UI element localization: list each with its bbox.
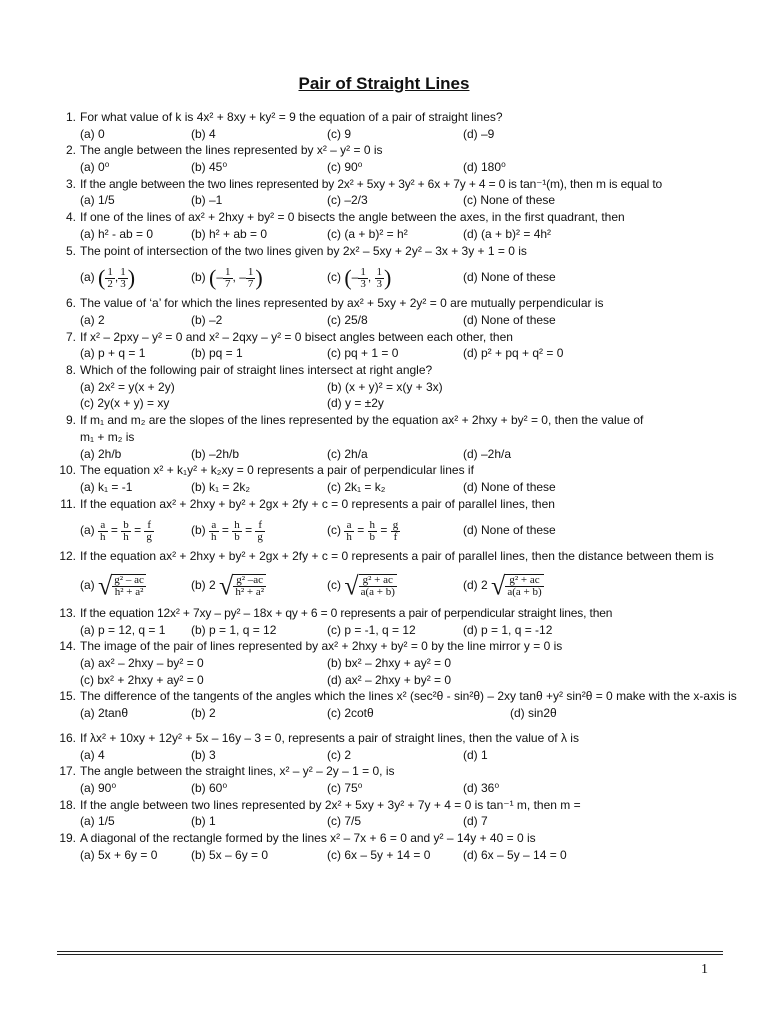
options-row <box>80 259 768 295</box>
option-a: (a) 1/5 <box>80 193 115 208</box>
question-stem: For what value of k is 4x² + 8xy + ky² = 9 the equation of a pair of straight lines? <box>80 110 503 124</box>
question-stem: The value of ‘a’ for which the lines represented by ax² + 5xy + 2y² = 0 are mutually perpendicular is <box>80 296 604 311</box>
question-stem: Which of the following pair of straight lines intersect at right angle? <box>80 363 433 378</box>
question-stem: If λx² + 10xy + 12y² + 5x – 16y – 3 = 0, represents a pair of straight lines, then the value of λ is <box>80 730 579 745</box>
options-row <box>80 512 768 548</box>
options-row <box>80 747 768 764</box>
option-a: (a) 0⁰ <box>80 160 110 175</box>
option-c: (c) 75⁰ <box>327 780 363 795</box>
option-a: (a) h² - ab = 0 <box>80 226 154 241</box>
option-a: (a) ax² – 2hxy – by² = 0 <box>80 656 204 671</box>
option-a: (a) 5x + 6y = 0 <box>80 847 158 862</box>
options-row <box>80 446 768 463</box>
option-b: (b) 2 <box>191 706 216 721</box>
question-stem: The difference of the tangents of the angles which the lines x² (sec²θ - sin²θ) – 2xy tanθ +y² sin²θ = 0 make with the x-axis is <box>80 689 737 704</box>
option-b: (b) pq = 1 <box>191 346 243 361</box>
option-b: (b) 3 <box>191 747 216 762</box>
options-row <box>80 672 768 689</box>
question-number: 13. <box>59 606 76 621</box>
option-a: (a) 2x² = y(x + 2y) <box>80 379 175 394</box>
option-b: (b) p = 1, q = 12 <box>191 622 277 637</box>
question-number: 14. <box>59 639 76 654</box>
option-d: (d) y = ±2y <box>327 396 384 411</box>
option-d: (d) None of these <box>463 479 556 494</box>
option-d: (d) 6x – 5y – 14 = 0 <box>463 847 567 862</box>
options-row <box>80 622 768 639</box>
option-c: (c) 2 <box>327 747 351 762</box>
question-stem: If x² – 2pxy – y² = 0 and x² – 2qxy – y² = 0 bisect angles between each other, then <box>80 329 513 344</box>
question-number: 19. <box>59 831 76 846</box>
question-number: 1. <box>65 110 76 124</box>
question-number: 15. <box>59 689 76 704</box>
option-d: (d) (a + b)² = 4h² <box>463 226 552 241</box>
question-stem: If the angle between the two lines represented by 2x² + 5xy + 3y² + 6x + 7y + 4 = 0 is tan⁻¹(m), then m is equal to <box>80 176 663 191</box>
question-stem: If the equation ax² + 2hxy + by² + 2gx + 2fy + c = 0 represents a pair of parallel lines, then the distance between them is <box>80 549 714 564</box>
question-stem: The equation x² + k₁y² + k₂xy = 0 represents a pair of perpendicular lines if <box>80 463 474 478</box>
option-c: (c) 7/5 <box>327 814 362 829</box>
options-row <box>80 126 768 143</box>
question-13 <box>0 605 768 638</box>
question-number: 9. <box>65 413 76 428</box>
fraction: $\frac{1}{3}$ <box>120 265 126 290</box>
fraction: $\frac{1}{7}$ <box>225 265 231 290</box>
fraction: $\frac{h}{b}$ <box>369 518 376 543</box>
option-d: (d) ax² – 2hxy + by² = 0 <box>327 672 452 687</box>
question-3 <box>0 176 768 209</box>
question-number: 10. <box>59 463 76 478</box>
question-list <box>0 109 768 863</box>
option-d: (c) None of these <box>463 193 556 208</box>
option-c: (c) 2h/a <box>327 446 368 461</box>
option-c: (c) 2cotθ <box>327 706 374 721</box>
option-b: (b) –2h/b <box>191 446 240 461</box>
option-b: (b) 4 <box>191 126 216 141</box>
option-d: (d) 36⁰ <box>463 780 500 795</box>
fraction: $\frac{f}{g}$ <box>257 518 263 543</box>
option-d: (d) –9 <box>463 126 495 141</box>
page-title: Pair of Straight Lines <box>298 74 470 93</box>
option-c: (c) 9 <box>327 126 351 141</box>
question-stem: The point of intersection of the two lines given by 2x² – 5xy + 2y² – 3x + 3y + 1 = 0 is <box>80 243 527 258</box>
option-c: (c) 2y(x + y) = xy <box>80 396 170 411</box>
option-b: (b) 45⁰ <box>191 160 228 175</box>
options-row <box>80 379 768 396</box>
options-row <box>80 159 768 176</box>
question-number: 12. <box>59 549 76 564</box>
fraction: $\frac{b}{h}$ <box>123 518 129 543</box>
square-root: √ $\frac{\text{g² + ac}}{a(a + b)}$ <box>344 571 395 601</box>
question-stem: If the equation ax² + 2hxy + by² + 2gx + 2fy + c = 0 represents a pair of parallel lines, then <box>80 496 555 511</box>
footer-rule-top <box>57 951 723 952</box>
option-d: (d) –2h/a <box>463 446 512 461</box>
option-b: (b) $\frac{a}{h}$ = $\frac{h}{b}$ = $\frac{f}{g}$ <box>191 518 263 543</box>
options-row <box>80 813 768 830</box>
option-c: (c) (a + b)² = h² <box>327 226 408 241</box>
question-8 <box>0 362 768 412</box>
fraction: $\frac{a}{h}$ <box>211 518 217 543</box>
option-c: (c) √ $\frac{\text{g² + ac}}{a(a + b)}$ <box>327 565 397 606</box>
option-b: (b) h² + ab = 0 <box>191 226 268 241</box>
question-2 <box>0 142 768 175</box>
option-d: (d) p = 1, q = -12 <box>463 622 553 637</box>
option-c: (c) p = -1, q = 12 <box>327 622 416 637</box>
fraction: $\frac{a}{h}$ <box>346 518 352 543</box>
fraction: $\frac{1}{3}$ <box>376 265 383 290</box>
question-number: 11. <box>60 496 76 511</box>
options-row <box>80 395 768 412</box>
option-a: (a) p = 12, q = 1 <box>80 622 166 637</box>
option-d: (d) 2 √ $\frac{\text{g² + ac}}{a(a + b)}$ <box>463 565 544 606</box>
question-19 <box>0 830 768 863</box>
question-10 <box>0 462 768 495</box>
option-b: (b) (– $\frac{1}{7}$ , – $\frac{1}{7}$ ) <box>191 265 263 291</box>
question-number: 7. <box>65 329 76 344</box>
question-number: 2. <box>65 143 76 158</box>
question-number: 4. <box>65 210 76 225</box>
option-a: (a) 2tanθ <box>80 706 129 721</box>
option-b: (b) 5x – 6y = 0 <box>191 847 269 862</box>
question-12 <box>0 548 768 605</box>
option-a: (a) 1/5 <box>80 814 115 829</box>
option-a: (a) 2 <box>80 312 105 327</box>
option-d: (d) None of these <box>463 523 556 538</box>
option-d: (d) 180⁰ <box>463 160 506 175</box>
option-a: (a) p + q = 1 <box>80 346 146 361</box>
question-number: 5. <box>65 243 76 258</box>
options-row <box>80 847 768 864</box>
options-row <box>80 479 768 496</box>
option-b: (b) –2 <box>191 312 223 327</box>
question-number: 17. <box>59 764 76 779</box>
question-18 <box>0 797 768 830</box>
square-root: √ $\frac{\text{g² –ac}}{\text{h² + a²}}$ <box>219 571 264 601</box>
question-number: 18. <box>59 797 76 812</box>
option-c: (c) 90⁰ <box>327 160 363 175</box>
square-root: √ $\frac{\text{g² – ac}}{\text{h² + a²}}$ <box>98 571 144 601</box>
fraction: $\frac{1}{3}$ <box>360 265 366 290</box>
option-a: (a) 4 <box>80 747 105 762</box>
options-row <box>80 655 768 672</box>
option-d: (d) p² + pq + q² = 0 <box>463 346 564 361</box>
option-c: (c) 25/8 <box>327 312 368 327</box>
options-row <box>80 565 768 605</box>
option-d: (d) None of these <box>463 312 556 327</box>
question-stem: A diagonal of the rectangle formed by the lines x² – 7x + 6 = 0 and y² – 14y + 40 = 0 is <box>80 831 536 846</box>
fraction: $\frac{1}{2}$ <box>107 265 113 290</box>
option-b: (b) 2 √ $\frac{\text{g² –ac}}{\text{h² + a²}}$ <box>191 565 266 606</box>
option-a: (a) $\frac{a}{h}$ = $\frac{b}{h}$ = $\frac{f}{g}$ <box>80 518 152 543</box>
option-b: (b) (x + y)² = x(y + 3x) <box>327 379 443 394</box>
question-stem: The image of the pair of lines represented by ax² + 2hxy + by² = 0 by the line mirror y = 0 is <box>80 639 563 654</box>
options-row <box>80 705 768 722</box>
question-17 <box>0 763 768 796</box>
question-15 <box>0 688 768 721</box>
option-b: (b) 60⁰ <box>191 780 228 795</box>
option-b: (b) –1 <box>191 193 223 208</box>
option-b: (b) k₁ = 2k₂ <box>191 479 251 494</box>
fraction: $\frac{f}{g}$ <box>146 518 152 543</box>
option-c: (c) –2/3 <box>327 193 368 208</box>
option-b: (b) bx² – 2hxy + ay² = 0 <box>327 656 452 671</box>
question-number: 6. <box>65 296 76 311</box>
options-row <box>80 345 768 362</box>
option-c: (c) pq + 1 = 0 <box>327 346 399 361</box>
option-c: (c) $\frac{a}{h}$ = $\frac{h}{b}$ = $\frac{g}{f}$ <box>327 518 399 543</box>
option-a: (a) 90⁰ <box>80 780 117 795</box>
option-d: (d) 7 <box>463 814 488 829</box>
question-9 <box>0 412 768 462</box>
square-root: √ $\frac{\text{g² + ac}}{a(a + b)}$ <box>491 571 542 601</box>
question-4 <box>0 209 768 242</box>
question-14 <box>0 638 768 688</box>
option-d: (d) None of these <box>463 270 556 285</box>
question-7 <box>0 329 768 362</box>
question-stem: If the equation 12x² + 7xy – py² – 18x + qy + 6 = 0 represents a pair of perpendicular straight lines, then <box>80 606 613 621</box>
option-c: (c) (– $\frac{1}{3}$ , $\frac{1}{3}$ ) <box>327 265 392 291</box>
options-row <box>80 312 768 329</box>
fraction: $\frac{a}{h}$ <box>100 518 106 543</box>
option-a: (a) 0 <box>80 126 105 141</box>
option-a: (a) k₁ = -1 <box>80 479 133 494</box>
options-row <box>80 192 768 209</box>
options-row <box>80 780 768 797</box>
question-number: 8. <box>65 363 76 378</box>
question-6 <box>0 295 768 328</box>
fraction: $\frac{h}{b}$ <box>234 518 240 543</box>
fraction: $\frac{g}{f}$ <box>392 518 399 543</box>
question-stem: The angle between the straight lines, x² – y² – 2y – 1 = 0, is <box>80 764 395 779</box>
question-11 <box>0 496 768 549</box>
option-c: (c) 2k₁ = k₂ <box>327 479 386 494</box>
question-stem: The angle between the lines represented by x² – y² = 0 is <box>80 143 383 158</box>
question-1 <box>0 109 768 142</box>
fraction: $\frac{1}{7}$ <box>247 265 254 290</box>
option-a: (a) ( $\frac{1}{2}$ , $\frac{1}{3}$ ) <box>80 265 136 291</box>
question-stem: If one of the lines of ax² + 2hxy + by² = 0 bisects the angle between the axes, in the first quadrant, then <box>80 210 625 225</box>
option-a: (a) 2h/b <box>80 446 122 461</box>
options-row <box>80 226 768 243</box>
option-d: (d) 1 <box>463 747 488 762</box>
question-stem: If the angle between two lines represented by 2x² + 5xy + 3y² + 7y + 4 = 0 is tan⁻¹ m, then m = <box>80 797 581 812</box>
question-number: 3. <box>65 176 76 191</box>
option-b: (b) 1 <box>191 814 216 829</box>
option-c: (c) bx² + 2hxy + ay² = 0 <box>80 672 204 687</box>
question-stem: If m₁ and m₂ are the slopes of the lines represented by the equation ax² + 2hxy + by² = 0, then the value of m₁ + m₂ is <box>80 413 644 444</box>
question-5 <box>0 243 768 296</box>
option-c: (c) 6x – 5y + 14 = 0 <box>327 847 431 862</box>
option-d: (d) sin2θ <box>510 706 557 721</box>
footer-rule-bottom <box>57 954 723 955</box>
option-a: (a) √ $\frac{\text{g² – ac}}{\text{h² + a²}}$ <box>80 565 146 606</box>
page-number: 1 <box>701 962 708 977</box>
question-16 <box>0 730 768 763</box>
question-number: 16. <box>59 730 76 745</box>
